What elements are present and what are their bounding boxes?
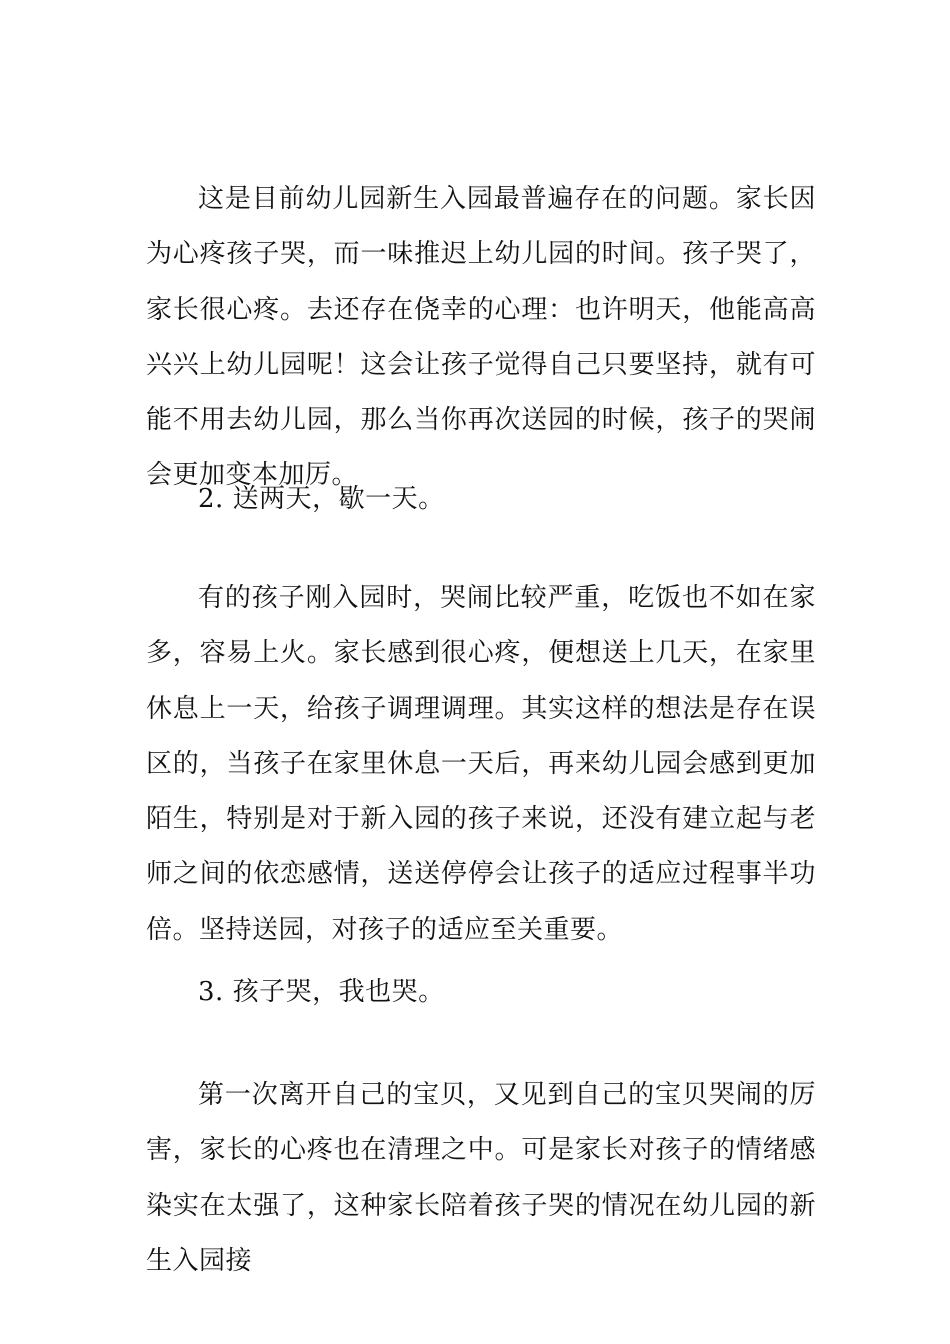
section-heading: 3. 孩子哭，我也哭。 xyxy=(198,977,445,1007)
body-paragraph: 有的孩子刚入园时，哭闹比较严重，吃饭也不如在家多，容易上火。家长感到很心疼，便想送上几天，在家里休息上一天，给孩子调理调理。其实这样的想法是存在误区的，当孩子在家里休息一天后，再来幼儿园会感到更加陌生，特别是对于新入园的孩子来说，还没有建立起与老师之间的依恋感情，送送停停会让孩子的适应过程事半功倍。坚持送园，对孩子的适应至关重要。 xyxy=(146,583,816,945)
body-paragraph: 这是目前幼儿园新生入园最普遍存在的问题。家长因为心疼孩子哭，而一味推迟上幼儿园的时间。孩子哭了，家长很心疼。去还存在侥幸的心理：也许明天，他能高高兴兴上幼儿园呢！这会让孩子觉得自己只要坚持，就有可能不用去幼儿园，那么当你再次送园的时候，孩子的哭闹会更加变本加厉。 xyxy=(146,184,816,491)
section-heading: 2. 送两天，歇一天。 xyxy=(198,484,445,514)
body-paragraph: 第一次离开自己的宝贝，又见到自己的宝贝哭闹的厉害，家长的心疼也在清理之中。可是家长对孩子的情绪感染实在太强了，这种家长陪着孩子哭的情况在幼儿园的新生入园接 xyxy=(146,1080,816,1276)
